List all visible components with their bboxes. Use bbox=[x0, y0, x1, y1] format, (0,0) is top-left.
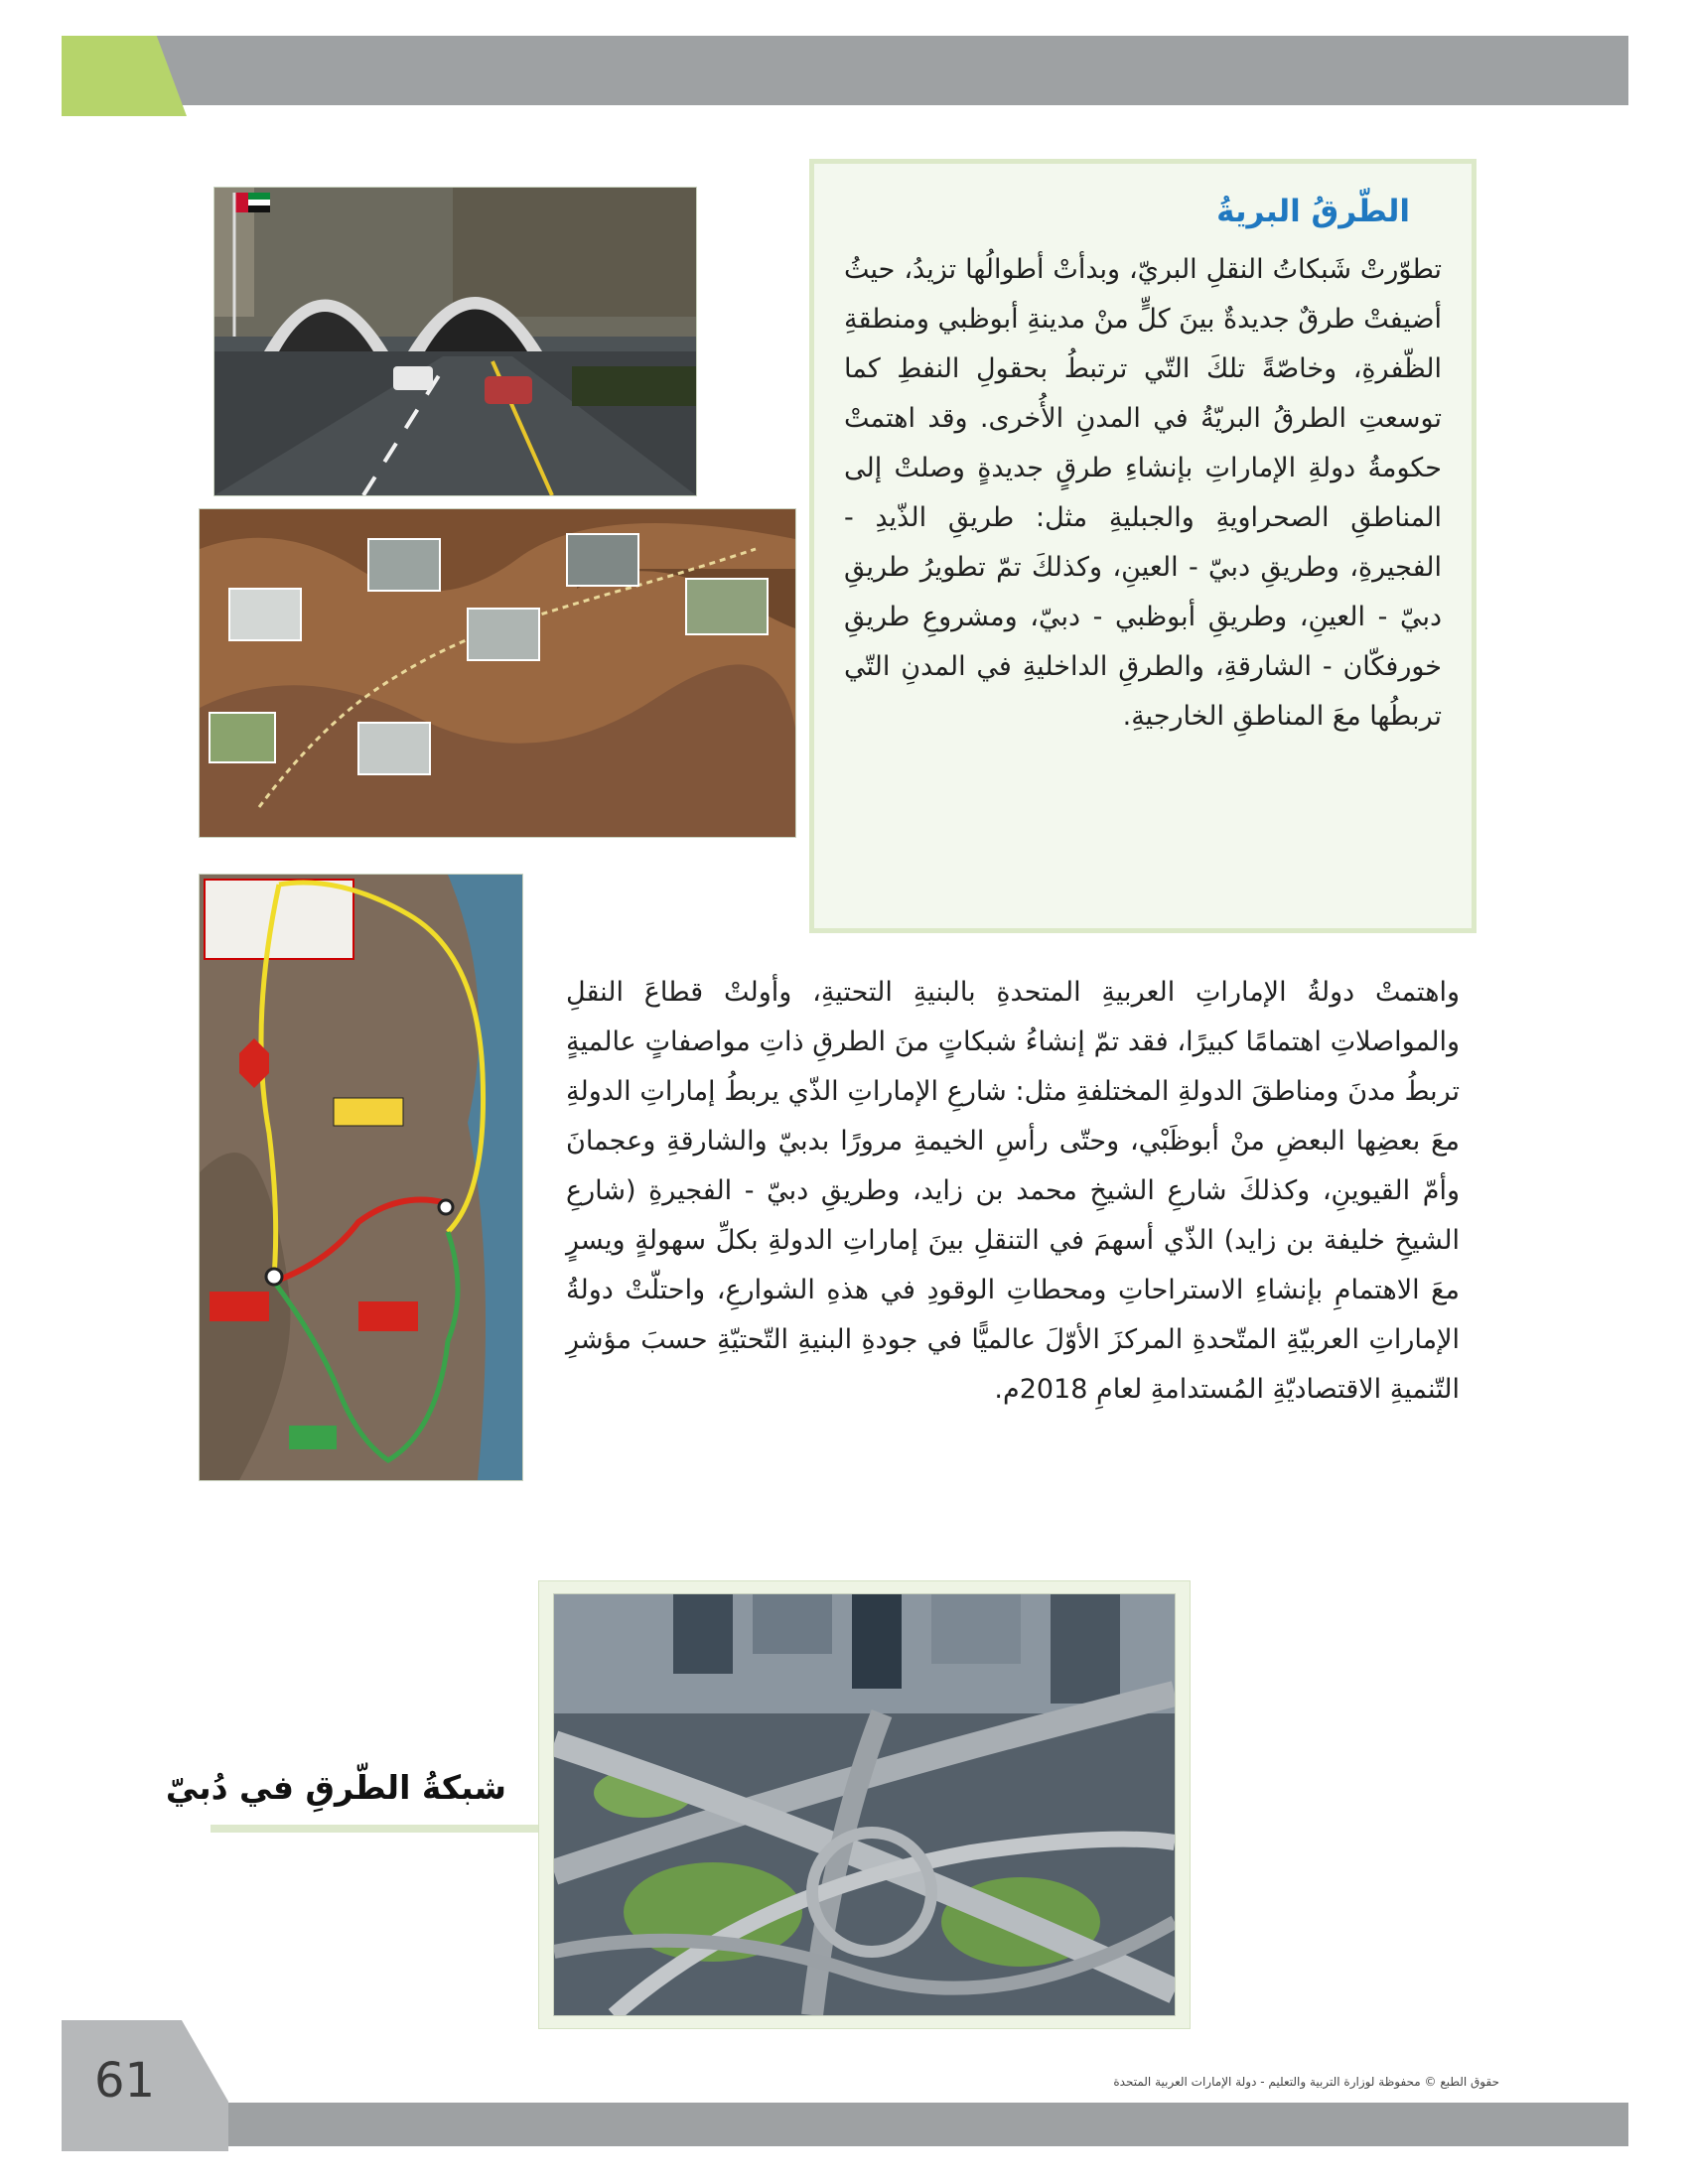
land-roads-box bbox=[809, 159, 1477, 933]
dubai-interchange-photo bbox=[553, 1593, 1176, 2016]
main-paragraph: واهتمتْ دولةُ الإماراتِ العربيةِ المتحدةِ بالبنيةِ التحتيةِ، وأولتْ قطاعَ النقلِ والمواصلاتِ اهتمامًا كبيرًا، فقد تمّ إنشاءُ شبكاتٍ منَ الطرقِ ذاتِ مواصفاتٍ عالميةٍ تربطُ مدنَ ومناطقَ الدولةِ المختلفةِ مثل: شارعِ الإماراتِ الذّي يربطُ إماراتِ الدولةِ معَ بعضِها البعضِ منْ أبوظَبْي، وحتّى رأسِ الخيمةِ مرورًا بدبيّ والشارقةِ وعجمانَ وأمّ القيوينِ، وكذلكَ شارعِ الشيخِ محمد بن زايد، وطريقِ دبيّ - الفجيرةِ (شارعِ الشيخِ خليفة بن زايد) الذّي أسهمَ في التنقلِ بينَ إماراتِ الدولةِ بكلِّ سهولةٍ ويسرٍ معَ الاهتمامِ بإنشاءِ الاستراحاتِ ومحطاتِ الوقودِ في هذهِ الشوارعِ، واحتلّتْ دولةُ الإماراتِ العربيّةِ المتّحدةِ المركزَ الأوّلَ عالميًّا في جودةِ البنيةِ التّحتيّةِ حسبَ مؤشرِ التّنميةِ الاقتصاديّةِ المُستدامةِ لعامِ 2018م. bbox=[566, 977, 1460, 1405]
interchange-frame bbox=[538, 1580, 1191, 2029]
tunnel-illustration bbox=[214, 188, 696, 495]
section-title: الطّرقُ البريةُ bbox=[1216, 194, 1410, 229]
route-map-illustration bbox=[200, 875, 522, 1480]
header-band bbox=[62, 36, 1628, 105]
copyright-notice: حقوق الطبع © محفوظة لوزارة التربية والتعليم - دولة الإمارات العربية المتحدة bbox=[1113, 2075, 1499, 2089]
mountain-road-photo bbox=[199, 508, 796, 838]
caption-underline bbox=[211, 1825, 538, 1833]
page-number: 61 bbox=[94, 2053, 156, 2109]
footer-band bbox=[62, 2103, 1628, 2146]
interchange-illustration bbox=[554, 1594, 1175, 2015]
image-caption: شبكةُ الطّرقِ في دُبيّ bbox=[165, 1768, 506, 1807]
satellite-illustration bbox=[200, 509, 795, 837]
section-body: تطوّرتْ شَبكاتُ النقلِ البريّ، وبدأتْ أطوالُها تزيدُ، حيثُ أضيفتْ طرقٌ جديدةٌ بينَ كلٍّ منْ مدينةِ أبوظبي ومنطقةِ الظّفرةِ، وخاصّةً تلكَ التّي ترتبطُ بحقولِ النفطِ كما توسعتِ الطرقُ البريّةُ في المدنِ الأُخرى. وقد اهتمتْ حكومةُ دولةِ الإماراتِ بإنشاءِ طرقٍ جديدةٍ وصلتْ إلى المناطقِ الصحراويةِ والجبليةِ مثل: طريقِ الذّيدِ - الفجيرةِ، وطريقِ دبيّ - العينِ، وكذلكَ تمّ تطويرُ طريقِ دبيّ - العينِ، وطريقِ أبوظبي - دبيّ، ومشروعِ طريقِ خورفكّان - الشارقةِ، والطرقِ الداخليةِ في المدنِ التّي تربطُها معَ المناطقِ الخارجيةِ. bbox=[844, 254, 1442, 732]
tunnel-photo bbox=[213, 187, 697, 496]
route-map-photo bbox=[199, 874, 523, 1481]
